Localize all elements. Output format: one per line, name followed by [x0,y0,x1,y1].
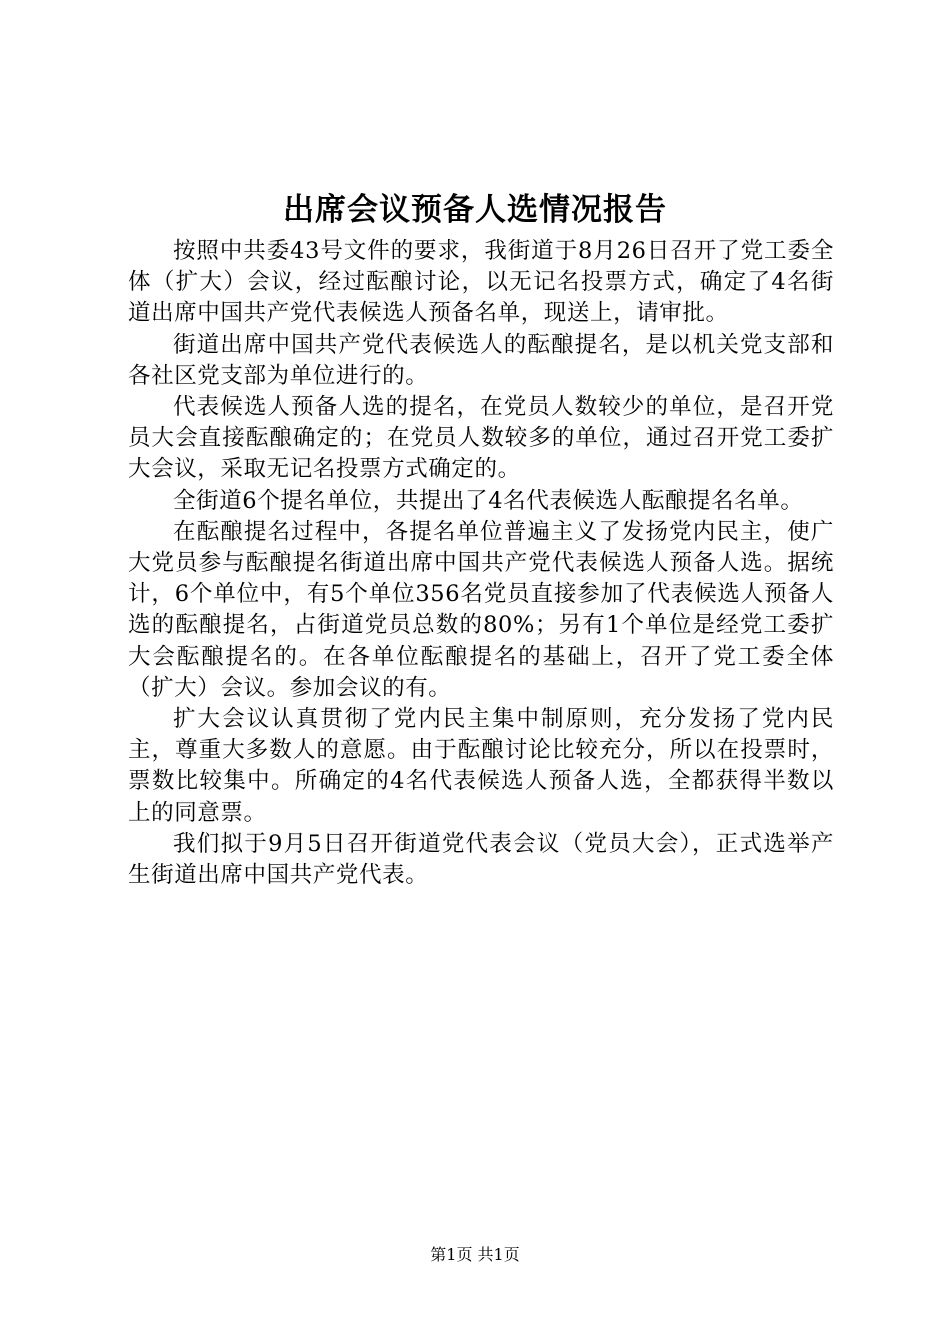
paragraph-7: 我们拟于9月5日召开街道党代表会议（党员大会），正式选举产生街道出席中国共产党代表。 [128,830,834,889]
paragraph-6: 扩大会议认真贯彻了党内民主集中制原则，充分发扬了党内民主，尊重大多数人的意愿。由于酝酿讨论比较充分，所以在投票时，票数比较集中。所确定的4名代表候选人预备人选，全都获得半数以上的同意票。 [128,706,834,826]
paragraph-5: 在酝酿提名过程中，各提名单位普遍主义了发扬党内民主，使广大党员参与酝酿提名街道出席中国共产党代表候选人预备人选。据统计，6个单位中，有5个单位356名党员直接参加了代表候选人预备人选的酝酿提名，占街道党员总数的80%；另有1个单位是经党工委扩大会酝酿提名的。在各单位酝酿提名的基础上，召开了党工委全体（扩大）会议。参加会议的有。 [128,518,834,701]
document-body [128,236,834,891]
page-footer: 第1页 共1页 [430,1245,520,1264]
paragraph-4: 全街道6个提名单位，共提出了4名代表候选人酝酿提名名单。 [173,487,804,514]
document-title: 出席会议预备人选情况报告 [283,192,667,228]
paragraph-1: 按照中共委43号文件的要求，我街道于8月26日召开了党工委全体（扩大）会议，经过酝酿讨论，以无记名投票方式，确定了4名街道出席中国共产党代表候选人预备名单，现送上，请审批。 [128,238,834,327]
paragraph-3: 代表候选人预备人选的提名，在党员人数较少的单位，是召开党员大会直接酝酿确定的；在党员人数较多的单位，通过召开党工委扩大会议，采取无记名投票方式确定的。 [128,394,834,483]
paragraph-2: 街道出席中国共产党代表候选人的酝酿提名，是以机关党支部和各社区党支部为单位进行的。 [128,331,834,389]
